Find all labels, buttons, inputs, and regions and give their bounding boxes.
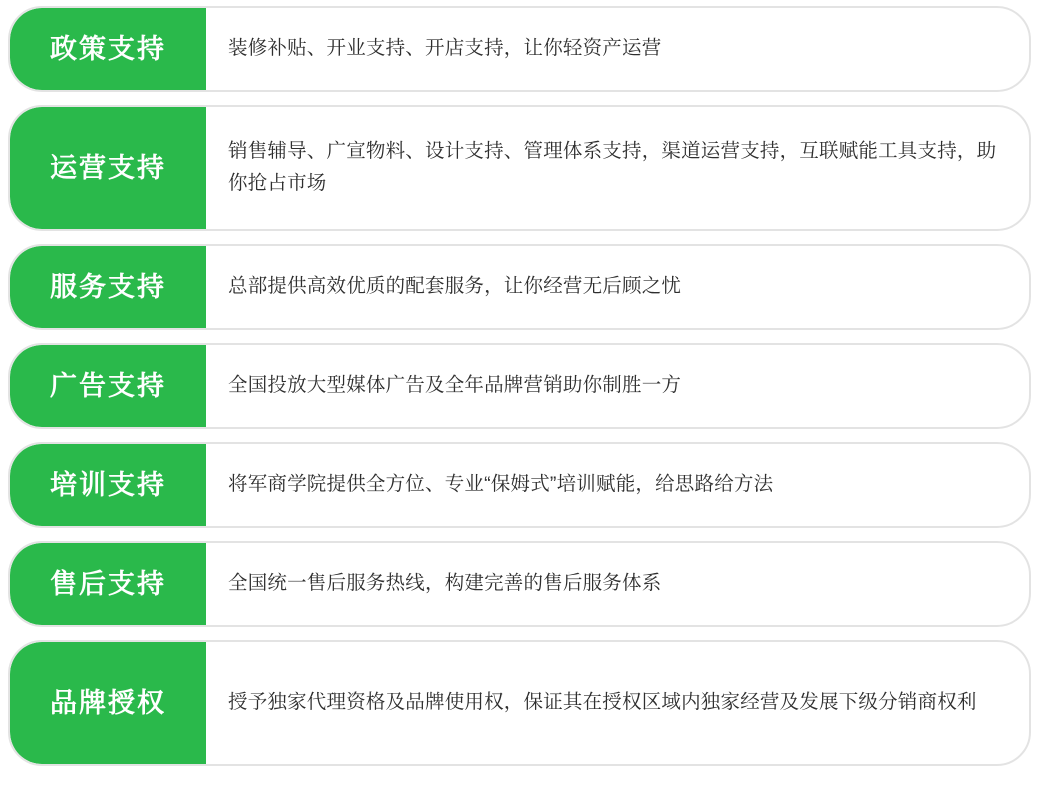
support-row [8,105,1031,231]
support-row [8,541,1031,627]
support-row-description-text: 授予独家代理资格及品牌使用权，保证其在授权区域内独家经营及发展下级分销商权利 [228,691,977,714]
support-row-description-text: 总部提供高效优质的配套服务，让你经营无后顾之忧 [228,275,682,298]
support-row [8,640,1031,766]
support-row-description-text: 装修补贴、开业支持、开店支持，让你轻资产运营 [228,37,662,60]
support-row [8,244,1031,330]
support-row-description [206,8,1029,90]
support-row-tag: 广告支持 [10,345,206,427]
support-row-tag: 培训支持 [10,444,206,526]
support-row-description [206,444,1029,526]
support-row-description-text: 全国投放大型媒体广告及全年品牌营销助你制胜一方 [228,374,682,397]
support-row-description [206,345,1029,427]
support-row-description [206,543,1029,625]
support-row-description [206,642,1029,764]
support-row-description-text: 将军商学院提供全方位、专业“保姆式”培训赋能，给思路给方法 [228,473,774,496]
support-row-description-text: 销售辅导、广宣物料、设计支持、管理体系支持，渠道运营支持，互联赋能工具支持，助你抢占市场 [228,140,997,194]
support-row-tag: 运营支持 [10,107,206,229]
support-row-description [206,107,1029,229]
support-row [8,442,1031,528]
support-row [8,343,1031,429]
support-row-tag: 品牌授权 [10,642,206,764]
support-row-description-text: 全国统一售后服务热线，构建完善的售后服务体系 [228,572,662,595]
support-row-description [206,246,1029,328]
support-row [8,6,1031,92]
support-row-tag: 售后支持 [10,543,206,625]
support-row-tag: 服务支持 [10,246,206,328]
support-row-tag: 政策支持 [10,8,206,90]
